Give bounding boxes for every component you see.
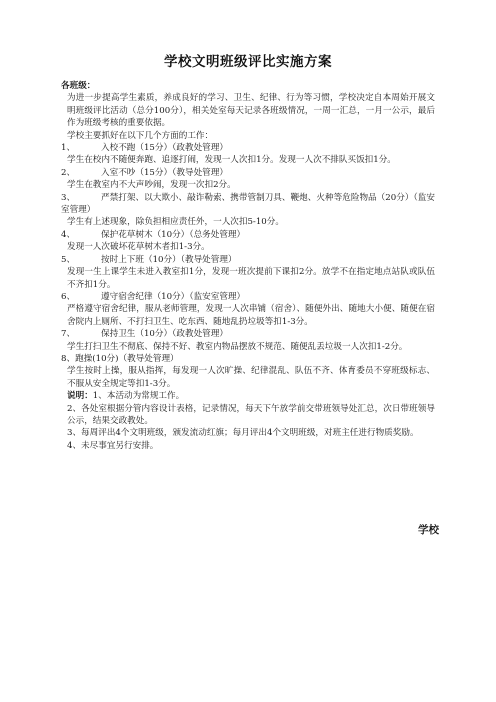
note-text: 4、未尽事宜另行安排。 (67, 440, 159, 451)
item-head (61, 353, 435, 365)
item-head (61, 328, 435, 340)
note-first (61, 390, 435, 402)
note-text: 1、本活动为常规工作。 (92, 391, 185, 402)
item-head (61, 254, 435, 266)
item-body: 发现一生上课学生未进入教室扣1分，发现一班次提前下课扣2分。放学不在指定地点站队或队伍不齐扣1分。 (67, 267, 435, 290)
item-body: 学生按时上操，服从指挥，每发现一人次旷操、纪律混乱、队伍不齐、体育委员不穿班级标志、不服从安全规定等扣1-3分。 (67, 366, 435, 389)
item-number: 2、 (61, 167, 76, 178)
item-number: 5、 (61, 254, 76, 265)
item-body: 严格遵守宿舍纪律，服从老师管理，发现一人次串铺（宿舍）、随便外出、随地大小便、随便在宿舍院内上厕所、不打扫卫生、吃东西、随地乱扔垃圾等扣1-3分。 (67, 304, 435, 327)
item-number: 6、 (61, 291, 76, 302)
note-label: 说明： (67, 391, 93, 402)
item-body: 学生在教室内不大声吵闹，发现一次扣2分。 (67, 180, 236, 191)
item-title: 保持卫生（10分）（政教处管理） (101, 329, 228, 340)
item-number: 4、 (61, 229, 76, 240)
item-title: 保护花草树木（10分）（总务处管理） (101, 229, 246, 240)
item-title: 按时上下班（10分）（教导处管理） (101, 254, 237, 265)
item-body: 学生有上述现象，除负担相应责任外，一人次扣5-10分。 (67, 217, 284, 228)
item-list (61, 142, 435, 390)
item-head (61, 142, 435, 154)
item-head (61, 291, 435, 303)
item-body: 学生打扫卫生不彻底、保持不好、教室内物品摆放不规范、随便乱丢垃圾一人次扣1-2分。 (67, 341, 408, 352)
note-text: 2、各处室根据分管内容设计表格，记录情况，每天下午放学前交带班领导处汇总，次日带班领导公示，结果交政教处。 (67, 403, 435, 426)
item-number: 1、 (61, 143, 76, 154)
lead-sentence: 学校主要抓好在以下几个方面的工作： (67, 130, 214, 141)
item-title: 跑操(10分)（教导处管理） (75, 353, 179, 364)
item-number: 8、 (61, 353, 76, 364)
item-body: 发现一人次破坏花草树木者扣1-3分。 (67, 242, 210, 253)
item-title: 严禁打架、以大欺小、敲诈勒索、携带管制刀具、鞭炮、火种等危险物品（20分）（监安室管理） (61, 192, 435, 216)
item-body: 学生在校内不随便奔跑、追逐打闹，发现一人次扣1分。发现一人次不排队买饭扣1分。 (67, 155, 396, 166)
item-head (61, 167, 435, 179)
intro-paragraph: 为进一步提高学生素质，养成良好的学习、卫生、纪律、行为等习惯，学校决定自本周始开展文明班级评比活动（总分100分），相关处室每天记录各班级情况，一周一汇总，一月一公示，最后作为班级考核的重要依据。 (67, 93, 435, 129)
item-number: 3、 (61, 192, 76, 203)
item-title: 入室不吵（15分）（教导处管理） (101, 167, 228, 178)
document-page (61, 50, 435, 452)
salutation: 各班级： (61, 81, 96, 91)
item-title: 遵守宿舍纪律（10分）（监安室管理） (101, 291, 246, 302)
document-title: 学校文明班级评比实施方案 (164, 54, 332, 70)
item-head (61, 229, 435, 241)
item-head (61, 192, 435, 217)
item-number: 7、 (61, 329, 76, 340)
note-text: 3、每周评出4个文明班级，颁发流动红旗；每月评出4个文明班级，对班主任进行物质奖励。 (67, 428, 419, 439)
signature: 学校 (418, 524, 439, 536)
item-title: 入校不跑（15分）（政教处管理） (101, 143, 228, 154)
